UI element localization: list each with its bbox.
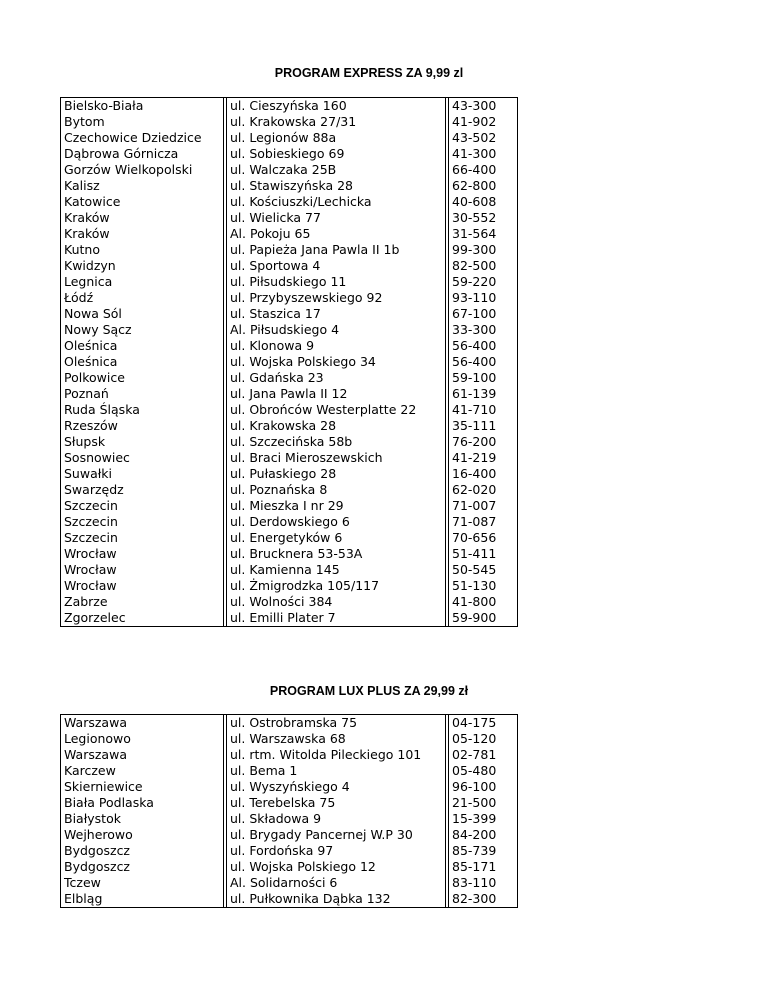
city-cell: Bielsko-Biała	[61, 98, 224, 115]
city-cell: Elbląg	[61, 891, 224, 908]
table-row	[61, 242, 518, 258]
table-row	[61, 875, 518, 891]
city-cell: Słupsk	[61, 434, 224, 450]
table-row	[61, 811, 518, 827]
table-row	[61, 290, 518, 306]
postal-code-cell: 85-171	[449, 859, 518, 875]
postal-code-cell: 51-411	[449, 546, 518, 562]
postal-code-cell: 71-087	[449, 514, 518, 530]
street-cell: ul. Jana Pawla II 12	[227, 386, 446, 402]
city-cell: Wrocław	[61, 562, 224, 578]
postal-code-cell: 41-902	[449, 114, 518, 130]
table-row	[61, 450, 518, 466]
street-cell: ul. Krakowska 27/31	[227, 114, 446, 130]
street-cell: ul. Kamienna 145	[227, 562, 446, 578]
table-row	[61, 562, 518, 578]
postal-code-cell: 05-480	[449, 763, 518, 779]
street-cell: ul. Sobieskiego 69	[227, 146, 446, 162]
street-cell: Al. Pokoju 65	[227, 226, 446, 242]
postal-code-cell: 62-800	[449, 178, 518, 194]
street-cell: ul. Krakowska 28	[227, 418, 446, 434]
street-cell: ul. Wojska Polskiego 34	[227, 354, 446, 370]
city-cell: Wrocław	[61, 578, 224, 594]
street-cell: ul. Pułaskiego 28	[227, 466, 446, 482]
city-cell: Białystok	[61, 811, 224, 827]
table-row	[61, 763, 518, 779]
postal-code-cell: 70-656	[449, 530, 518, 546]
city-cell: Szczecin	[61, 530, 224, 546]
postal-code-cell: 56-400	[449, 354, 518, 370]
postal-code-cell: 33-300	[449, 322, 518, 338]
table-row	[61, 194, 518, 210]
street-cell: ul. Przybyszewskiego 92	[227, 290, 446, 306]
postal-code-cell: 40-608	[449, 194, 518, 210]
street-cell: ul. Braci Mieroszewskich	[227, 450, 446, 466]
table-row	[61, 795, 518, 811]
city-cell: Kwidzyn	[61, 258, 224, 274]
city-cell: Tczew	[61, 875, 224, 891]
table-row	[61, 162, 518, 178]
postal-code-cell: 93-110	[449, 290, 518, 306]
postal-code-cell: 76-200	[449, 434, 518, 450]
street-cell: ul. Papieża Jana Pawla II 1b	[227, 242, 446, 258]
table-row	[61, 482, 518, 498]
table-row	[61, 514, 518, 530]
table-row	[61, 210, 518, 226]
street-cell: ul. Cieszyńska 160	[227, 98, 446, 115]
street-cell: ul. Żmigrodzka 105/117	[227, 578, 446, 594]
table-row	[61, 466, 518, 482]
city-cell: Oleśnica	[61, 354, 224, 370]
postal-code-cell: 50-545	[449, 562, 518, 578]
city-cell: Ruda Śląska	[61, 402, 224, 418]
city-cell: Nowa Sól	[61, 306, 224, 322]
postal-code-cell: 31-564	[449, 226, 518, 242]
table-row	[61, 130, 518, 146]
postal-code-cell: 04-175	[449, 715, 518, 732]
city-cell: Bydgoszcz	[61, 843, 224, 859]
street-cell: ul. Klonowa 9	[227, 338, 446, 354]
city-cell: Rzeszów	[61, 418, 224, 434]
street-cell: ul. Fordońska 97	[227, 843, 446, 859]
postal-code-cell: 02-781	[449, 747, 518, 763]
street-cell: ul. Sportowa 4	[227, 258, 446, 274]
postal-code-cell: 30-552	[449, 210, 518, 226]
table-row	[61, 370, 518, 386]
table-row	[61, 274, 518, 290]
city-cell: Polkowice	[61, 370, 224, 386]
postal-code-cell: 82-300	[449, 891, 518, 908]
postal-code-cell: 43-502	[449, 130, 518, 146]
city-cell: Warszawa	[61, 747, 224, 763]
street-cell: ul. Gdańska 23	[227, 370, 446, 386]
street-cell: ul. Pułkownika Dąbka 132	[227, 891, 446, 908]
city-cell: Biała Podlaska	[61, 795, 224, 811]
postal-code-cell: 61-139	[449, 386, 518, 402]
street-cell: ul. Bema 1	[227, 763, 446, 779]
street-cell: ul. Wielicka 77	[227, 210, 446, 226]
table-row	[61, 322, 518, 338]
table-row	[61, 146, 518, 162]
street-cell: ul. Emilli Plater 7	[227, 610, 446, 627]
street-cell: Al. Piłsudskiego 4	[227, 322, 446, 338]
table-row	[61, 98, 518, 115]
street-cell: ul. Kościuszki/Lechicka	[227, 194, 446, 210]
lux-plus-address-table	[60, 714, 518, 908]
table-row	[61, 827, 518, 843]
express-address-table	[60, 97, 518, 627]
city-cell: Szczecin	[61, 498, 224, 514]
city-cell: Skierniewice	[61, 779, 224, 795]
city-cell: Bydgoszcz	[61, 859, 224, 875]
street-cell: ul. Poznańska 8	[227, 482, 446, 498]
street-cell: ul. Warszawska 68	[227, 731, 446, 747]
street-cell: Al. Solidarności 6	[227, 875, 446, 891]
postal-code-cell: 85-739	[449, 843, 518, 859]
street-cell: ul. Wyszyńskiego 4	[227, 779, 446, 795]
table-row	[61, 715, 518, 732]
city-cell: Wrocław	[61, 546, 224, 562]
city-cell: Wejherowo	[61, 827, 224, 843]
city-cell: Dąbrowa Górnicza	[61, 146, 224, 162]
postal-code-cell: 82-500	[449, 258, 518, 274]
table-row	[61, 747, 518, 763]
postal-code-cell: 35-111	[449, 418, 518, 434]
city-cell: Legnica	[61, 274, 224, 290]
table-row	[61, 226, 518, 242]
postal-code-cell: 05-120	[449, 731, 518, 747]
street-cell: ul. Obrońców Westerplatte 22	[227, 402, 446, 418]
postal-code-cell: 62-020	[449, 482, 518, 498]
city-cell: Warszawa	[61, 715, 224, 732]
postal-code-cell: 83-110	[449, 875, 518, 891]
city-cell: Szczecin	[61, 514, 224, 530]
city-cell: Czechowice Dziedzice	[61, 130, 224, 146]
city-cell: Swarzędz	[61, 482, 224, 498]
street-cell: ul. Staszica 17	[227, 306, 446, 322]
street-cell: ul. Mieszka I nr 29	[227, 498, 446, 514]
table-row	[61, 434, 518, 450]
city-cell: Zabrze	[61, 594, 224, 610]
postal-code-cell: 71-007	[449, 498, 518, 514]
city-cell: Poznań	[61, 386, 224, 402]
city-cell: Kraków	[61, 226, 224, 242]
section-title-express: PROGRAM EXPRESS ZA 9,99 zl	[274, 66, 464, 80]
city-cell: Bytom	[61, 114, 224, 130]
postal-code-cell: 41-300	[449, 146, 518, 162]
table-row	[61, 258, 518, 274]
table-row	[61, 779, 518, 795]
table-row	[61, 306, 518, 322]
table-row	[61, 498, 518, 514]
postal-code-cell: 59-220	[449, 274, 518, 290]
street-cell: ul. Walczaka 25B	[227, 162, 446, 178]
table-row	[61, 402, 518, 418]
street-cell: ul. Legionów 88a	[227, 130, 446, 146]
city-cell: Kutno	[61, 242, 224, 258]
postal-code-cell: 67-100	[449, 306, 518, 322]
street-cell: ul. Energetyków 6	[227, 530, 446, 546]
postal-code-cell: 66-400	[449, 162, 518, 178]
table-row	[61, 418, 518, 434]
street-cell: ul. Terebelska 75	[227, 795, 446, 811]
postal-code-cell: 96-100	[449, 779, 518, 795]
street-cell: ul. Składowa 9	[227, 811, 446, 827]
street-cell: ul. Wojska Polskiego 12	[227, 859, 446, 875]
street-cell: ul. Piłsudskiego 11	[227, 274, 446, 290]
postal-code-cell: 56-400	[449, 338, 518, 354]
table-row	[61, 891, 518, 908]
postal-code-cell: 41-219	[449, 450, 518, 466]
table-row	[61, 354, 518, 370]
postal-code-cell: 51-130	[449, 578, 518, 594]
city-cell: Gorzów Wielkopolski	[61, 162, 224, 178]
table-row	[61, 386, 518, 402]
city-cell: Karczew	[61, 763, 224, 779]
postal-code-cell: 41-710	[449, 402, 518, 418]
city-cell: Oleśnica	[61, 338, 224, 354]
table-row	[61, 178, 518, 194]
city-cell: Nowy Sącz	[61, 322, 224, 338]
postal-code-cell: 41-800	[449, 594, 518, 610]
city-cell: Kraków	[61, 210, 224, 226]
postal-code-cell: 43-300	[449, 98, 518, 115]
postal-code-cell: 99-300	[449, 242, 518, 258]
table-row	[61, 594, 518, 610]
section-title-lux-plus: PROGRAM LUX PLUS ZA 29,99 zł	[269, 684, 469, 698]
city-cell: Sosnowiec	[61, 450, 224, 466]
table-row	[61, 546, 518, 562]
street-cell: ul. Brygady Pancernej W.P 30	[227, 827, 446, 843]
postal-code-cell: 21-500	[449, 795, 518, 811]
table-row	[61, 610, 518, 627]
table-row	[61, 843, 518, 859]
table-row	[61, 731, 518, 747]
table-row	[61, 859, 518, 875]
postal-code-cell: 59-900	[449, 610, 518, 627]
city-cell: Suwałki	[61, 466, 224, 482]
street-cell: ul. Derdowskiego 6	[227, 514, 446, 530]
postal-code-cell: 59-100	[449, 370, 518, 386]
street-cell: ul. Brucknera 53-53A	[227, 546, 446, 562]
postal-code-cell: 16-400	[449, 466, 518, 482]
postal-code-cell: 84-200	[449, 827, 518, 843]
street-cell: ul. rtm. Witolda Pileckiego 101	[227, 747, 446, 763]
table-row	[61, 530, 518, 546]
table-row	[61, 338, 518, 354]
table-row	[61, 114, 518, 130]
table-row	[61, 578, 518, 594]
street-cell: ul. Ostrobramska 75	[227, 715, 446, 732]
city-cell: Zgorzelec	[61, 610, 224, 627]
city-cell: Łódź	[61, 290, 224, 306]
city-cell: Legionowo	[61, 731, 224, 747]
street-cell: ul. Stawiszyńska 28	[227, 178, 446, 194]
postal-code-cell: 15-399	[449, 811, 518, 827]
street-cell: ul. Szczecińska 58b	[227, 434, 446, 450]
city-cell: Katowice	[61, 194, 224, 210]
city-cell: Kalisz	[61, 178, 224, 194]
street-cell: ul. Wolności 384	[227, 594, 446, 610]
